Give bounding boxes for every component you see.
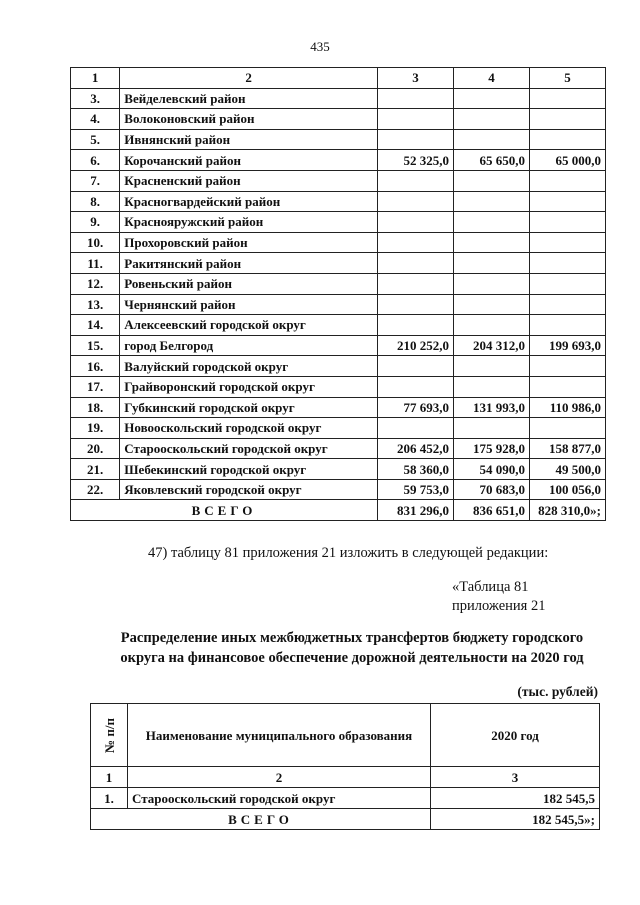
page-number: 435: [310, 39, 330, 54]
table-row: [71, 232, 606, 253]
row-name: Ровеньский район: [120, 273, 378, 294]
row-value-4: [454, 253, 530, 274]
table-row: [71, 273, 606, 294]
row-value-3: 58 360,0: [378, 459, 454, 480]
row-value-4: [454, 376, 530, 397]
row-name: Ивнянский район: [120, 129, 378, 150]
header-cell: 5: [529, 68, 605, 89]
table-row: [71, 397, 606, 418]
total-value: 831 296,0: [378, 500, 454, 521]
total-label: ВСЕГО: [71, 500, 378, 521]
total-value: 828 310,0»;: [529, 500, 605, 521]
row-number: 13.: [71, 294, 120, 315]
row-name: Новооскольский городской округ: [120, 418, 378, 439]
col-num-3: 3: [431, 767, 600, 788]
table-title-line-1: Распределение иных межбюджетных трансфертов бюджету городского: [120, 630, 584, 646]
row-number: 15.: [71, 335, 120, 356]
row-name: Алексеевский городской округ: [120, 315, 378, 336]
row-number: 22.: [71, 479, 120, 500]
row-name: Вейделевский район: [120, 88, 378, 109]
row-value-5: [529, 273, 605, 294]
col-num-2: 2: [128, 767, 431, 788]
row-value-4: [454, 232, 530, 253]
table-row: [71, 335, 606, 356]
row-value-3: 210 252,0: [378, 335, 454, 356]
table-row: [71, 170, 606, 191]
row-number: 5.: [71, 129, 120, 150]
row-value-3: [378, 170, 454, 191]
row-amount: 182 545,5: [431, 788, 600, 809]
row-value-5: 100 056,0: [529, 479, 605, 500]
row-number: 10.: [71, 232, 120, 253]
row-value-5: 199 693,0: [529, 335, 605, 356]
row-value-5: [529, 294, 605, 315]
row-value-3: 59 753,0: [378, 479, 454, 500]
table-row: [71, 294, 606, 315]
table-title: [92, 628, 612, 668]
row-value-5: 158 877,0: [529, 438, 605, 459]
row-name: Корочанский район: [120, 150, 378, 171]
row-value-5: [529, 191, 605, 212]
row-name: Волоконовский район: [120, 109, 378, 130]
row-value-4: 175 928,0: [454, 438, 530, 459]
row-name: Красногвардейский район: [120, 191, 378, 212]
row-value-4: [454, 191, 530, 212]
row-number: 12.: [71, 273, 120, 294]
row-value-5: 65 000,0: [529, 150, 605, 171]
row-value-4: [454, 294, 530, 315]
row-name: Прохоровский район: [120, 232, 378, 253]
row-number: 19.: [71, 418, 120, 439]
col-number-header: № п/п: [91, 704, 128, 767]
table-row: [71, 459, 606, 480]
amendment-paragraph: 47) таблицу 81 приложения 21 изложить в следующей редакции:: [148, 545, 549, 561]
row-name: Чернянский район: [120, 294, 378, 315]
table-row: [71, 212, 606, 233]
row-value-5: [529, 212, 605, 233]
table-row: [71, 479, 606, 500]
table-caption: [452, 578, 545, 616]
row-value-4: [454, 212, 530, 233]
table-row: [71, 88, 606, 109]
row-value-5: [529, 109, 605, 130]
row-number: 11.: [71, 253, 120, 274]
row-value-5: [529, 253, 605, 274]
total-amount: 182 545,5»;: [431, 809, 600, 830]
table-title-line-2: округа на финансовое обеспечение дорожной деятельности на 2020 год: [120, 650, 584, 666]
table-row: [91, 788, 600, 809]
total-row: [91, 809, 600, 830]
header-row: [71, 68, 606, 89]
row-value-3: [378, 253, 454, 274]
row-value-5: 110 986,0: [529, 397, 605, 418]
row-value-3: [378, 273, 454, 294]
row-value-3: [378, 294, 454, 315]
row-value-3: [378, 315, 454, 336]
row-value-5: [529, 88, 605, 109]
row-name: Краснояружский район: [120, 212, 378, 233]
col-num-1: 1: [91, 767, 128, 788]
table-row: [71, 438, 606, 459]
row-value-4: [454, 273, 530, 294]
row-number: 6.: [71, 150, 120, 171]
row-value-5: 49 500,0: [529, 459, 605, 480]
row-value-3: [378, 356, 454, 377]
row-name: Красненский район: [120, 170, 378, 191]
row-name: Шебекинский городской округ: [120, 459, 378, 480]
row-value-4: 70 683,0: [454, 479, 530, 500]
row-value-4: [454, 109, 530, 130]
row-name: Старооскольский городской округ: [128, 788, 431, 809]
row-value-3: [378, 232, 454, 253]
row-number: 3.: [71, 88, 120, 109]
row-value-4: 204 312,0: [454, 335, 530, 356]
row-value-3: [378, 88, 454, 109]
row-number: 8.: [71, 191, 120, 212]
row-value-4: [454, 315, 530, 336]
header-cell: 2: [120, 68, 378, 89]
row-value-3: 77 693,0: [378, 397, 454, 418]
row-name: Старооскольский городской округ: [120, 438, 378, 459]
allocation-table-continued: [70, 67, 606, 521]
table-row: [71, 129, 606, 150]
row-number: 14.: [71, 315, 120, 336]
row-value-4: 131 993,0: [454, 397, 530, 418]
total-row: [71, 500, 606, 521]
row-number: 17.: [71, 376, 120, 397]
row-value-3: [378, 212, 454, 233]
row-number: 4.: [71, 109, 120, 130]
row-value-3: 206 452,0: [378, 438, 454, 459]
table-row: [71, 376, 606, 397]
row-value-4: 65 650,0: [454, 150, 530, 171]
header-cell: 4: [454, 68, 530, 89]
row-value-3: [378, 109, 454, 130]
row-number: 16.: [71, 356, 120, 377]
row-number: 1.: [91, 788, 128, 809]
row-value-5: [529, 376, 605, 397]
row-number: 9.: [71, 212, 120, 233]
table-caption-line-1: «Таблица 81: [452, 579, 529, 595]
row-value-4: [454, 170, 530, 191]
row-name: Губкинский городской округ: [120, 397, 378, 418]
row-value-4: [454, 88, 530, 109]
total-value: 836 651,0: [454, 500, 530, 521]
total-label: ВСЕГО: [91, 809, 431, 830]
table-row: [71, 150, 606, 171]
row-value-3: [378, 418, 454, 439]
header-cell: 3: [378, 68, 454, 89]
table-row: [71, 315, 606, 336]
row-number: 21.: [71, 459, 120, 480]
row-value-3: [378, 191, 454, 212]
row-number: 7.: [71, 170, 120, 191]
row-value-4: [454, 418, 530, 439]
table-row: [71, 191, 606, 212]
row-value-3: 52 325,0: [378, 150, 454, 171]
row-name: Валуйский городской округ: [120, 356, 378, 377]
table-81: [90, 703, 600, 830]
row-number: 18.: [71, 397, 120, 418]
row-value-4: [454, 356, 530, 377]
row-name: Ракитянский район: [120, 253, 378, 274]
row-value-3: [378, 376, 454, 397]
table-row: [71, 418, 606, 439]
header-cell: 1: [71, 68, 120, 89]
units-label: (тыс. рублей): [517, 684, 598, 699]
row-value-5: [529, 129, 605, 150]
table-row: [71, 356, 606, 377]
row-value-5: [529, 170, 605, 191]
column-numbering-row: [91, 767, 600, 788]
row-name: Яковлевский городской округ: [120, 479, 378, 500]
row-value-4: 54 090,0: [454, 459, 530, 480]
row-name: Грайворонский городской округ: [120, 376, 378, 397]
row-value-5: [529, 356, 605, 377]
row-value-5: [529, 315, 605, 336]
row-value-4: [454, 129, 530, 150]
row-name: город Белгород: [120, 335, 378, 356]
table-row: [71, 109, 606, 130]
row-value-5: [529, 232, 605, 253]
col-name-header: Наименование муниципального образования: [128, 704, 431, 767]
col-year-header: 2020 год: [431, 704, 600, 767]
table-header-row: [91, 704, 600, 767]
table-row: [71, 253, 606, 274]
row-value-3: [378, 129, 454, 150]
row-value-5: [529, 418, 605, 439]
row-number: 20.: [71, 438, 120, 459]
table-caption-line-2: приложения 21: [452, 598, 546, 614]
